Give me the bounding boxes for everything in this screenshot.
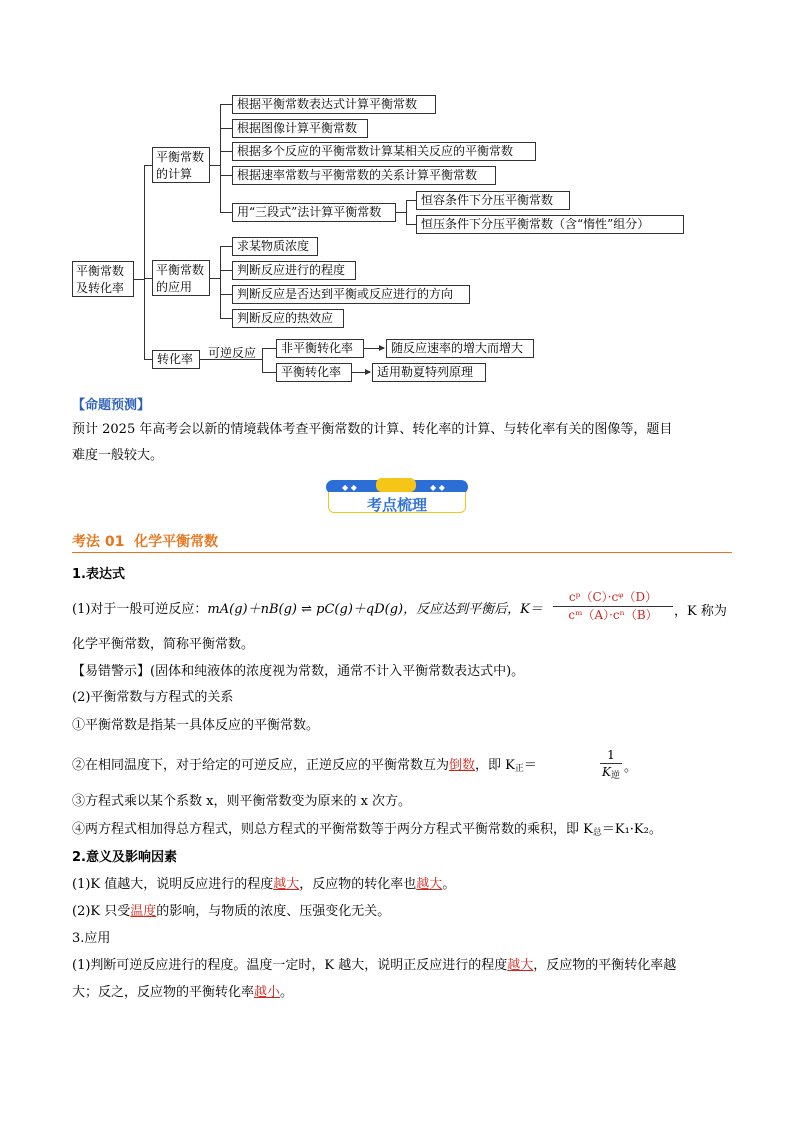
rule-item-end: 。	[624, 760, 638, 775]
conversion-item: 平衡转化率	[276, 363, 352, 382]
section-title-bar	[72, 530, 732, 553]
answer: 越大	[507, 958, 534, 973]
connector	[144, 359, 152, 360]
rule-item: ②在相同温度下，对于给定的可逆反应，正逆反应的平衡常数互为倒数，即 $K_正=$	[72, 758, 537, 774]
banner-tab	[376, 478, 416, 492]
subheading: 1.表达式	[72, 567, 125, 582]
answer: 温度	[130, 904, 157, 919]
paragraph-expression-tail: ，K 称为	[674, 604, 727, 619]
branch-conversion: 转化率	[152, 350, 200, 369]
k-fraction-numerator: cᵖ（C）·cᵠ（D）	[553, 589, 673, 607]
connector	[220, 294, 232, 295]
paragraph-text: (1)判断可逆反应进行的程度。温度一定时，K 越大，说明正反应进行的程度越大，反应物的平衡转化率越	[72, 958, 677, 973]
prediction-text: 难度一般较大。	[72, 448, 164, 463]
calc-item: 根据图像计算平衡常数	[232, 119, 368, 138]
k-fraction-denominator: cᵐ（A）·cⁿ（B）	[568, 608, 658, 622]
paragraph-text: 大；反之，反应物的平衡转化率越小。	[72, 985, 294, 1000]
banner-title: 考点梳理	[366, 496, 427, 514]
paragraph-text: (1)K 值越大，说明反应进行的程度越大，反应物的转化率也越大。	[72, 877, 456, 892]
calc-subitem: 恒压条件下分压平衡常数（含“惰性”组分）	[416, 215, 684, 234]
connector	[220, 104, 221, 212]
calc-subitem: 恒容条件下分压平衡常数	[416, 191, 570, 210]
paragraph-expression: (1)对于一般可逆反应：mA(g)＋nB(g) ⇌ pC(g)＋qD(g)，反应达到平衡后，K＝	[72, 602, 543, 617]
calc-item: 根据平衡常数表达式计算平衡常数	[232, 95, 436, 114]
app-item: 求某物质浓度	[232, 237, 318, 256]
subheading: 2.意义及影响因素	[72, 850, 177, 865]
conversion-result: 适用勒夏特列原理	[372, 363, 486, 382]
arrow	[352, 372, 370, 373]
rule-item: ④两方程式相加得总方程式，则总方程式的平衡常数等于两分方程式平衡常数的乘积，即 $K_总=K_1\cdot K_2$。	[72, 822, 662, 838]
section-banner	[326, 478, 468, 514]
subheading: 3.应用	[72, 931, 111, 946]
banner-dot-icon: ◆ ◆	[342, 483, 357, 492]
connector	[220, 246, 232, 247]
connector	[144, 278, 152, 279]
connector	[406, 200, 416, 201]
k-fraction	[553, 589, 673, 624]
calc-item: 根据速率常数与平衡常数的关系计算平衡常数	[232, 166, 496, 185]
rule-item: ①平衡常数是指某一具体反应的平衡常数。	[72, 718, 320, 733]
connector	[220, 104, 232, 105]
connector	[262, 372, 276, 373]
app-item: 判断反应的热效应	[232, 309, 344, 328]
branch-calculation: 平衡常数 的计算	[152, 147, 210, 183]
connector-label: 可逆反应	[208, 346, 257, 360]
app-item: 判断反应是否达到平衡或反应进行的方向	[232, 285, 470, 304]
arrow	[364, 348, 384, 349]
connector	[220, 246, 221, 318]
connector	[262, 348, 263, 372]
connector	[144, 165, 145, 359]
equation: mA(g)＋nB(g) ⇌ pC(g)＋qD(g)，反应达到平衡后，K＝	[207, 602, 543, 617]
connector	[210, 165, 220, 166]
connector	[406, 224, 416, 225]
paragraph-text: 化学平衡常数，简称平衡常数。	[72, 637, 255, 652]
mindmap-root: 平衡常数 及转化率	[72, 261, 134, 297]
connector	[220, 151, 232, 152]
prediction-heading: 【命题预测】	[72, 398, 151, 413]
connector	[220, 270, 232, 271]
paragraph-text: (2)平衡常数与方程式的关系	[72, 690, 234, 705]
conversion-item: 非平衡转化率	[276, 339, 364, 358]
calc-item: 根据多个反应的平衡常数计算某相关反应的平衡常数	[232, 142, 536, 161]
app-item: 判断反应进行的程度	[232, 261, 356, 280]
section-title: 考法 01 化学平衡常数	[72, 534, 219, 550]
connector	[134, 279, 144, 280]
answer: 越大	[416, 877, 443, 892]
paragraph-text: (2)K 只受温度的影响，与物质的浓度、压强变化无关。	[72, 904, 391, 919]
branch-application: 平衡常数 的应用	[152, 260, 210, 296]
answer: 越大	[273, 877, 300, 892]
connector	[220, 318, 232, 319]
connector	[396, 212, 406, 213]
calc-item: 用“三段式”法计算平衡常数	[232, 203, 396, 222]
connector	[144, 165, 152, 166]
answer: 越小	[254, 985, 281, 1000]
connector	[262, 348, 276, 349]
answer: 倒数	[449, 758, 476, 773]
rule-item: ③方程式乘以某个系数 x，则平衡常数变为原来的 x 次方。	[72, 794, 412, 809]
connector	[406, 200, 407, 224]
connector	[210, 278, 220, 279]
warning-text: 【易错警示】(固体和纯液体的浓度视为常数，通常不计入平衡常数表达式中)。	[72, 664, 525, 679]
connector	[220, 128, 232, 129]
prediction-text: 预计 2025 年高考会以新的情境载体考查平衡常数的计算、转化率的计算、与转化率有关的图像等，题目	[72, 422, 673, 437]
conversion-result: 随反应速率的增大而增大	[386, 339, 534, 358]
banner-dot-icon: ◆ ◆	[430, 483, 445, 492]
connector	[220, 175, 232, 176]
reciprocal-fraction: 1 $K_逆$	[600, 747, 622, 784]
connector	[220, 212, 232, 213]
